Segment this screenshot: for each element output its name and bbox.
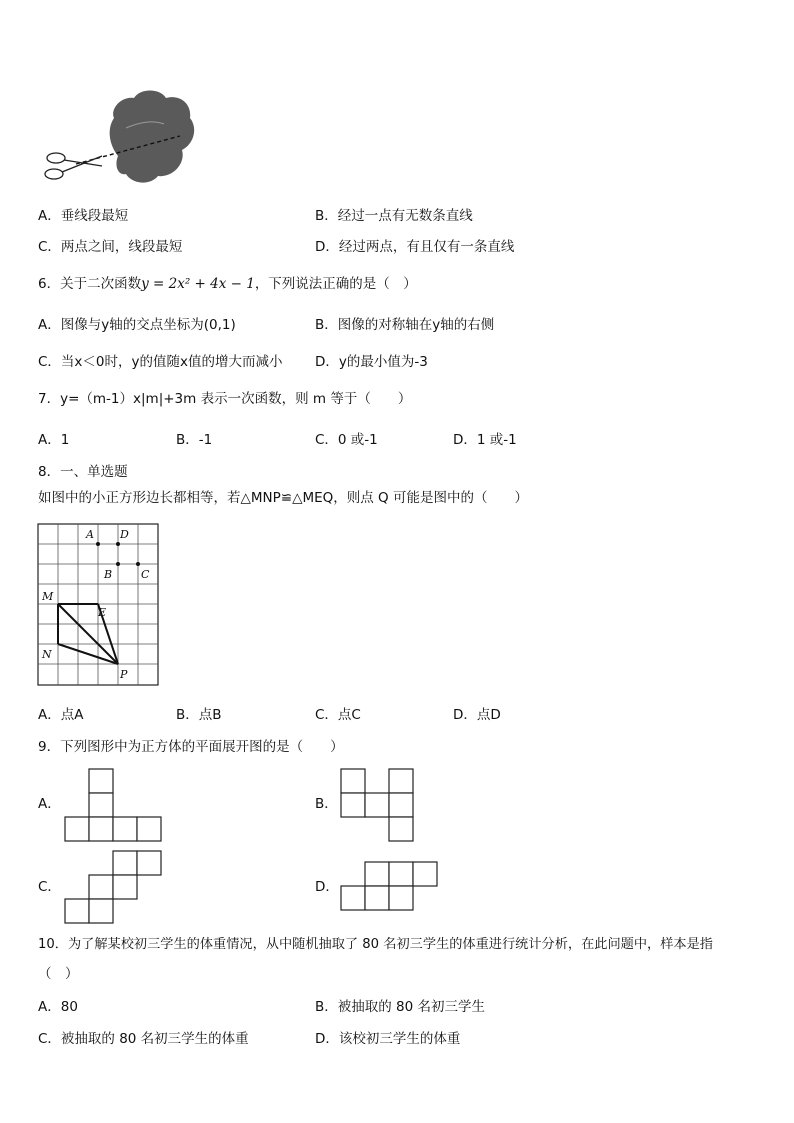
q9-net-a bbox=[64, 768, 162, 842]
q5-option-a: A．垂线段最短 bbox=[38, 208, 129, 224]
q6-option-a: A．图像与y轴的交点坐标为(0,1) bbox=[38, 317, 236, 333]
q5-option-d: D．经过两点，有且仅有一条直线 bbox=[315, 239, 515, 255]
q9-net-d bbox=[340, 861, 438, 911]
q6-stem bbox=[38, 275, 417, 293]
q7-stem: 7．y=（m-1）x|m|+3m 表示一次函数，则 m 等于（ ） bbox=[38, 391, 412, 407]
q9-net-c bbox=[64, 850, 162, 924]
q6-stem-prefix: 6．关于二次函数 bbox=[38, 276, 142, 292]
q6-option-d: D．y的最小值为-3 bbox=[315, 354, 428, 370]
leaf-scissors-image bbox=[40, 86, 200, 196]
q10-option-b: B．被抽取的 80 名初三学生 bbox=[315, 999, 486, 1015]
q6-option-c: C．当x＜0时，y的值随x值的增大而减小 bbox=[38, 354, 283, 370]
grid-label-n: N bbox=[42, 648, 52, 661]
q8-option-b: B．点B bbox=[176, 707, 222, 723]
grid-label-c: C bbox=[141, 568, 150, 581]
q9-stem: 9．下列图形中为正方体的平面展开图的是（ ） bbox=[38, 739, 344, 755]
q6-stem-suffix: ，下列说法正确的是（ ） bbox=[254, 276, 417, 292]
q8-option-d: D．点D bbox=[453, 707, 501, 723]
q6-option-b: B．图像的对称轴在y轴的右侧 bbox=[315, 317, 495, 333]
q9-option-b-label: B． bbox=[315, 796, 338, 812]
q10-stem-line2: （ ） bbox=[38, 966, 79, 982]
q9-option-d-label: D． bbox=[315, 879, 339, 895]
q8-stem: 如图中的小正方形边长都相等，若△MNP≌△MEQ，则点 Q 可能是图中的（ ） bbox=[38, 490, 528, 506]
q7-option-b: B．-1 bbox=[176, 432, 213, 448]
grid-label-b: B bbox=[104, 568, 113, 581]
q8-option-c: C．点C bbox=[315, 707, 361, 723]
grid-label-d: D bbox=[120, 528, 129, 541]
grid-label-a: A bbox=[86, 528, 94, 541]
q8-option-a: A．点A bbox=[38, 707, 84, 723]
q9-option-c-label: C． bbox=[38, 879, 61, 895]
q9-option-a-label: A． bbox=[38, 796, 61, 812]
q10-option-a: A．80 bbox=[38, 999, 78, 1015]
grid-label-p: P bbox=[120, 668, 128, 681]
q10-stem-line1: 10．为了解某校初三学生的体重情况，从中随机抽取了 80 名初三学生的体重进行统计分析，在此问题中，样本是指 bbox=[38, 937, 713, 952]
q10-option-d: D．该校初三学生的体重 bbox=[315, 1031, 461, 1047]
q8-heading: 8．一、单选题 bbox=[38, 464, 128, 480]
q5-option-c: C．两点之间，线段最短 bbox=[38, 239, 183, 255]
q8-grid-figure bbox=[36, 522, 161, 688]
q7-option-a: A．1 bbox=[38, 432, 70, 448]
grid-label-m: M bbox=[42, 590, 54, 603]
q6-function: y = 2x² + 4x − 1 bbox=[141, 276, 255, 292]
q5-option-b: B．经过一点有无数条直线 bbox=[315, 208, 473, 224]
q9-net-b bbox=[340, 768, 414, 842]
grid-label-e: E bbox=[98, 606, 107, 619]
q10-option-c: C．被抽取的 80 名初三学生的体重 bbox=[38, 1031, 249, 1047]
q7-option-d: D．1 或-1 bbox=[453, 432, 517, 448]
q7-option-c: C．0 或-1 bbox=[315, 432, 378, 448]
